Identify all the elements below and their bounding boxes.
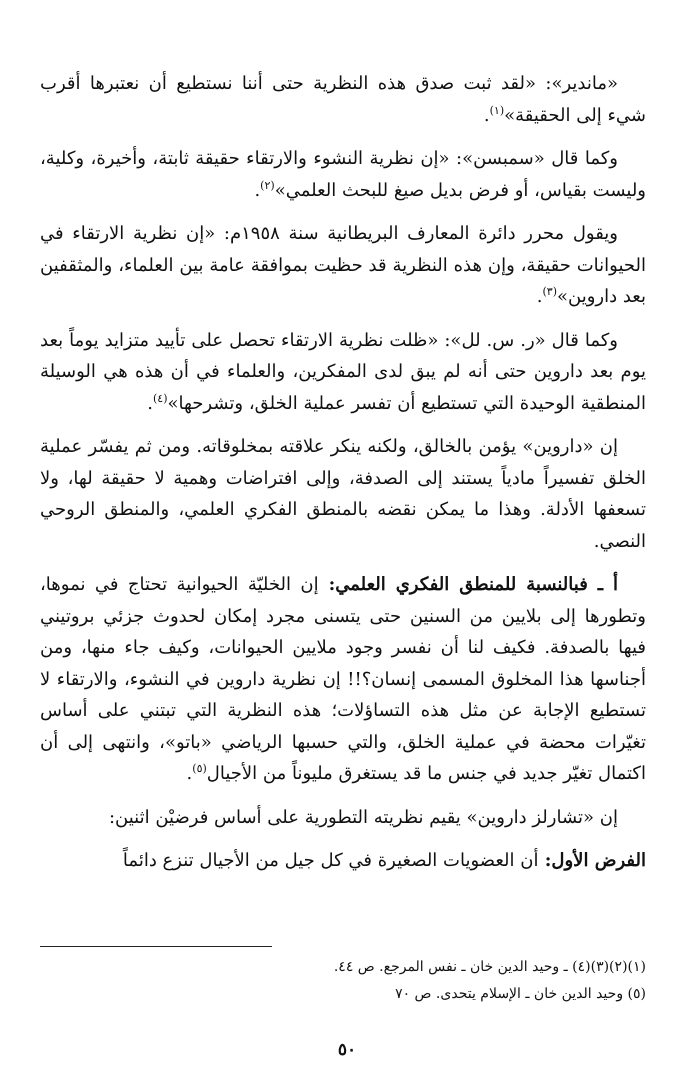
paragraph-text: أن العضويات الصغيرة في كل جيل من الأجيال تنزع دائماً [122, 850, 539, 871]
paragraph-text: ويقول محرر دائرة المعارف البريطانية سنة ١٩٥٨م: «إن نظرية الارتقاء في الحيوانات حقيقة، وإن هذه النظرية قد حظيت بموافقة عامة بين العلماء، والمثقفين بعد داروين» [40, 223, 646, 307]
footnote-marker: (٤) [153, 391, 168, 405]
footnote-marker: (٢) [260, 178, 275, 192]
footnote-marker: (٥) [192, 762, 207, 775]
paragraph [40, 569, 646, 790]
paragraph-text: إن «داروين» يؤمن بالخالق، ولكنه ينكر علاقته بمخلوقاته. ومن ثم يفسّر عملية الخلق تفسيراً مادياً يستند إلى الصدفة، وإلى افتراضات وهمية لا حقيقة لها، ولا تسعفها الأدلة. وهذا ما يمكن نقضه بالمنطق الفكري العلمي، والمنطق الروحي النصي. [40, 436, 646, 552]
paragraph-tail: . [147, 392, 153, 414]
section-heading: أ ـ فبالنسبة للمنطق الفكري العلمي: [318, 574, 618, 595]
paragraph [40, 68, 646, 131]
main-text [40, 68, 646, 889]
paragraph-tail: . [254, 179, 261, 201]
paragraph-tail: . [483, 104, 490, 126]
paragraph [40, 802, 646, 834]
footnote-marker: (٣) [542, 285, 557, 298]
paragraph [40, 143, 646, 206]
paragraph-tail: . [536, 286, 543, 307]
paragraph [40, 218, 646, 313]
footnote-marker: (١) [489, 103, 505, 117]
paragraph-tail: . [186, 763, 193, 784]
page-number: ٥٠ [337, 1040, 357, 1060]
paragraph [40, 325, 646, 420]
paragraph-text: وكما قال «سمبسن»: «إن نظرية النشوء والارتقاء حقيقة ثابتة، وأخيرة، وكلية، وليست بقياس، أو فرض بديل صيغ للبحث العلمي» [40, 148, 646, 201]
footnote-divider [40, 946, 272, 947]
paragraph-text: «ماندير»: «لقد ثبت صدق هذه النظرية حتى أننا نستطيع أن نعتبرها أقرب شيء إلى الحقيقة» [40, 73, 646, 126]
footnote: (١)(٢)(٣)(٤) ـ وحيد الدين خان ـ نفس المرجع. ص ٤٤. [333, 959, 646, 975]
paragraph [40, 431, 646, 557]
section-heading: الفرض الأول: [538, 850, 646, 871]
paragraph-text: إن الخليّة الحيوانية تحتاج في نموها، وتطورها إلى بلايين من السنين حتى يتسنى مجرد إمكان لحدوث جزئي بروتيني فيها بالصدفة. فكيف لنا أن نفسر وجود ملايين الحيوانات، وكيف جاء منها، ومن أجناسها هذا المخلوق المسمى إنسان؟!! إن نظرية داروين في النشوء، والارتقاء لا تستطيع الإجابة عن مثل هذه التساؤلات؛ هذه النظرية التي تبتني على أساس تغيّرات محضة في عملية الخلق، والتي حسبها الرياضي «باتو»، وانتهى إلى أن اكتمال تغيّر جديد في جنس ما قد يستغرق مليوناً من الأجيال [40, 574, 646, 784]
paragraph-text: وكما قال «ر. س. لل»: «ظلت نظرية الارتقاء تحصل على تأييد متزايد يوماً بعد يوم بعد داروين حتى أنه لم يبق لدى المفكرين، والعلماء في أن هذه هي الوسيلة المنطقية الوحيدة التي تستطيع أن تفسر عملية الخلق، وتشرحها» [40, 329, 646, 414]
paragraph [40, 845, 646, 877]
footnotes [40, 954, 646, 1008]
footnote: (٥) وحيد الدين خان ـ الإسلام يتحدى. ص ٧٠ [395, 986, 646, 1002]
paragraph-text: إن «تشارلز داروين» يقيم نظريته التطورية على أساس فرضيْن اثنين: [108, 806, 618, 828]
